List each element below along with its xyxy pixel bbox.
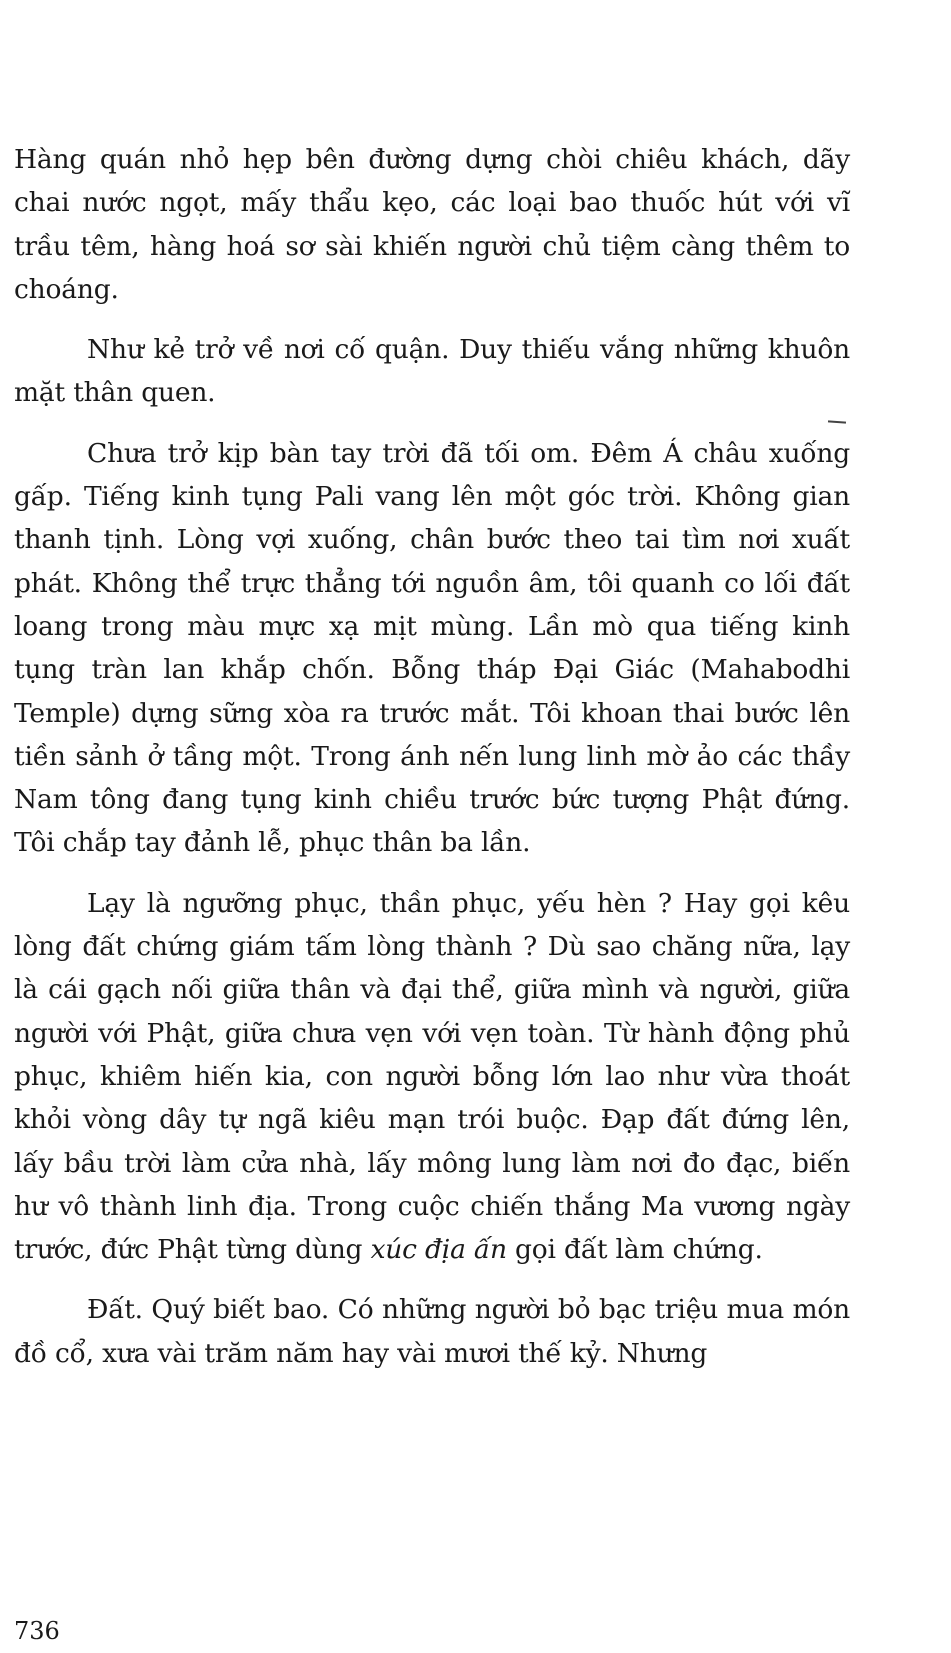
paragraph-3: Chưa trở kịp bàn tay trời đã tối om. Đêm Á châu xuống gấp. Tiếng kinh tụng Pali vang lên một góc trời. Không gian thanh tịnh. Lòng vợi xuống, chân bước theo tai tìm nơi xuất phát. Không thể trực thẳng tới nguồn âm, tôi quanh co lối đất loang trong màu mực xạ mịt mùng. Lần mò qua tiếng kinh tụng tràn lan khắp chốn. Bỗng tháp Đại Giác (Mahabodhi Temple) dựng sững xòa ra trước mắt. Tôi khoan thai bước lên tiền sảnh ở tầng một. Trong ánh nến lung linh mờ ảo các thầy Nam tông đang tụng kinh chiều trước bức tượng Phật đứng. Tôi chắp tay đảnh lễ, phục thân ba lần. (14, 437, 850, 859)
page-body (14, 138, 850, 1375)
paragraph-4-text-before: Lạy là ngưỡng phục, thần phục, yếu hèn ? Hay gọi kêu lòng đất chứng giám tấm lòng thành ? Dù sao chăng nữa, lạy là cái gạch nối giữa thân và đại thể, giữa mình và người, giữa người với Phật, giữa chưa vẹn với vẹn toàn. Từ hành động phủ phục, khiêm hiến kia, con người bỗng lớn lao như vừa thoát khỏi vòng dây tự ngã kiêu mạn trói buộc. Đạp đất đứng lên, lấy bầu trời làm cửa nhà, lấy mông lung làm nơi đo đạc, biến hư vô thành linh địa. Trong cuộc chiến thắng Ma vương ngày trước, đức Phật từng dùng (14, 887, 850, 1266)
paragraph-1: Hàng quán nhỏ hẹp bên đường dựng chòi chiêu khách, dãy chai nước ngọt, mấy thẩu kẹo, các loại bao thuốc hút với vĩ trầu têm, hàng hoá sơ sài khiến người chủ tiệm càng thêm to choáng. (14, 144, 850, 305)
paragraph-2: Như kẻ trở về nơi cố quận. Duy thiếu vắng những khuôn mặt thân quen. (14, 334, 850, 409)
paragraph-4-italic-term: xúc địa ấn (370, 1234, 507, 1266)
paragraph-4-text-after: gọi đất làm chứng. (506, 1234, 763, 1266)
paragraph-5: Đất. Quý biết bao. Có những người bỏ bạc triệu mua món đồ cổ, xưa vài trăm năm hay vài mươi thế kỷ. Nhưng (14, 1294, 850, 1369)
paragraph-4 (14, 882, 850, 1272)
page-number: 736 (14, 1617, 60, 1645)
